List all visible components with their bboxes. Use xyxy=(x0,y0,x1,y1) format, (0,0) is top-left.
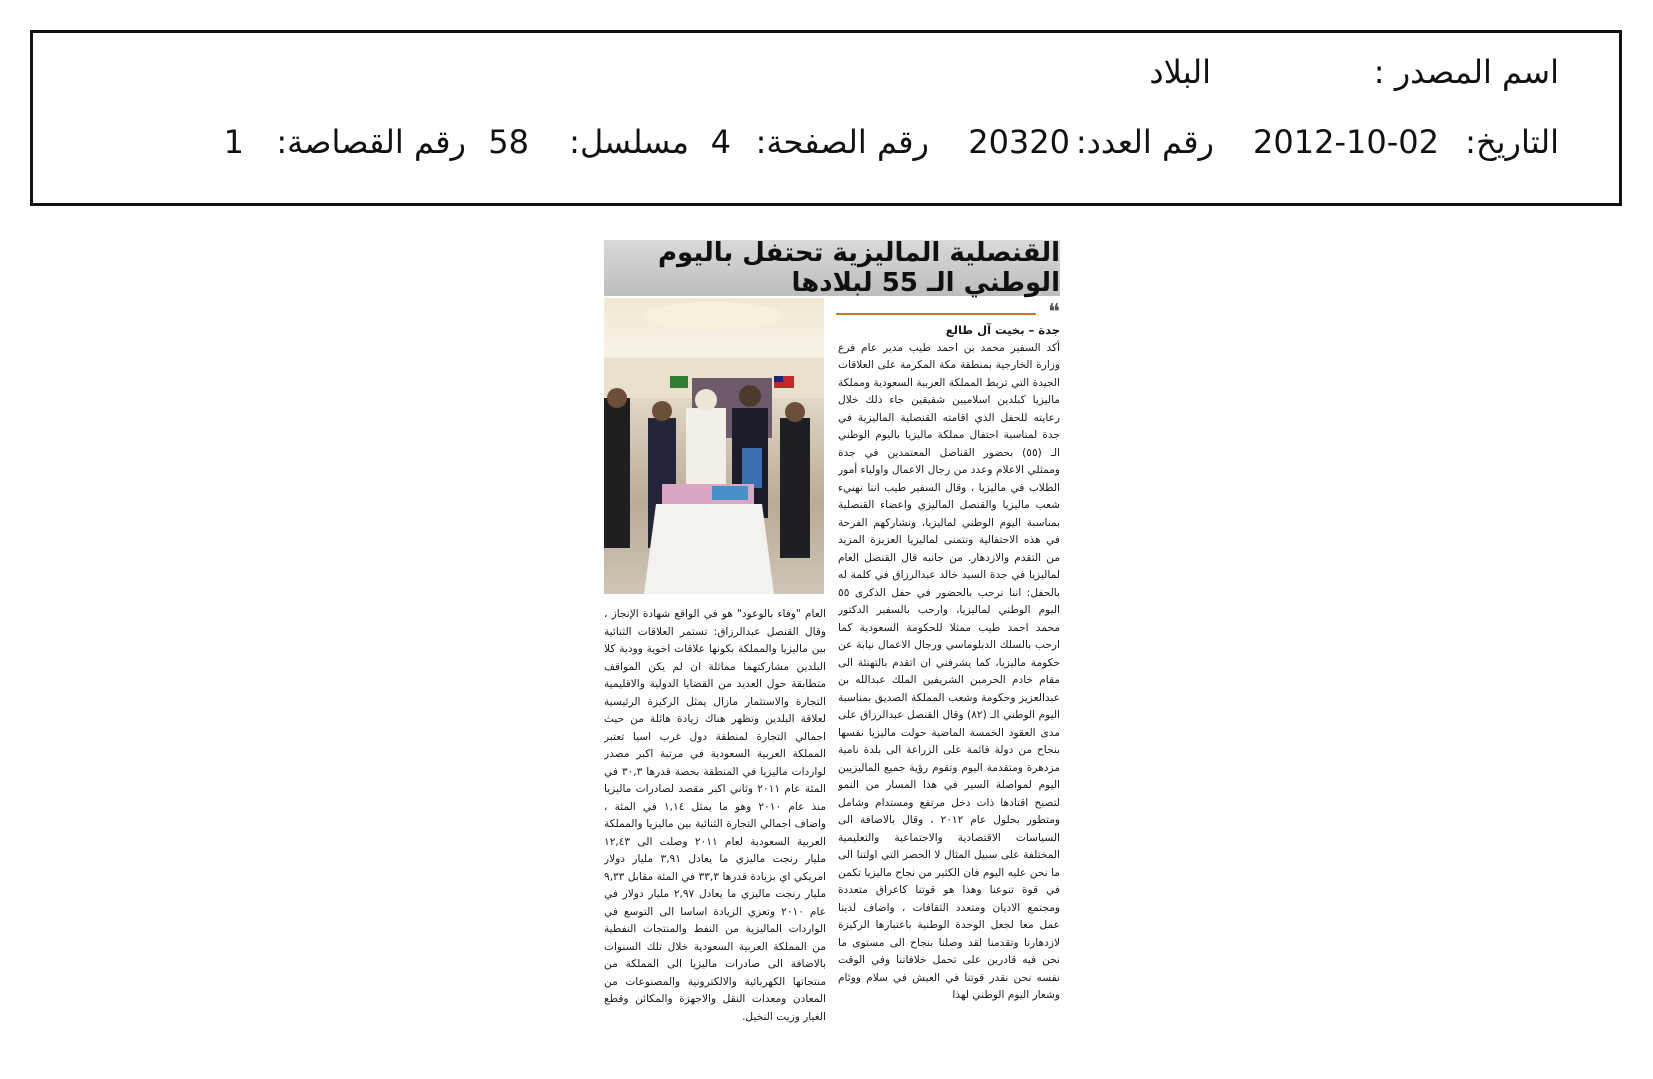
ceremony-photo xyxy=(604,298,824,594)
newspaper-clipping xyxy=(604,240,1060,1050)
serial-label: مسلسل: xyxy=(569,123,689,161)
quote-icon: ❝ xyxy=(1048,300,1060,325)
date-label: التاريخ: xyxy=(1465,123,1559,161)
date-value: 2012-10-02 xyxy=(1253,123,1439,161)
page-value: 4 xyxy=(710,123,731,161)
issue-label: رقم العدد: xyxy=(1075,123,1214,161)
person-silhouette xyxy=(604,398,630,548)
chandelier-glow xyxy=(644,302,784,330)
cake-table xyxy=(644,504,774,594)
article-byline: جدة – بخيت آل طالع xyxy=(945,323,1060,337)
source-label: اسم المصدر : xyxy=(1373,53,1559,91)
article-headline: القنصلية الماليزية تحتفل باليوم الوطني الـ 55 لبلادها xyxy=(604,240,1060,296)
person-silhouette xyxy=(780,418,810,558)
issue-value: 20320 xyxy=(968,123,1070,161)
source-info-box xyxy=(30,30,1622,206)
article-body-left: العام "وفاء بالوعود" هو في الواقع شهادة الإنجاز ، وقال القنصل عبدالرزاق: تستمر العلاقات الثنائية بين ماليزيا والمملكة بكونها علاقات اخوية وودية كلا البلدين مشاركتهما مماثلة ان لم يكن المواقف متطابقة حول العديد من القضايا الدولية والاقليمية التجارة والاستثمار مازال يمثل الركيزة الرئيسية لعلاقة البلدين وتظهر هناك زيادة هائلة من حيث اجمالي التجارة لمنطقة دول غرب اسيا تعتبر المملكة العربية السعودية في مرتبة اكبر مصدر لواردات ماليزيا في المنطقة بحصة قدرها ٣٠,٣ في المئة عام ٢٠١١ وثاني اكبر مقصد لصادرات ماليزيا منذ عام ٢٠١٠ وهو ما يمثل ١,١٤ في المئة ، واضاف اجمالي التجارة الثنائية بين ماليزيا والمملكة العربية السعودية لعام ٢٠١١ وصلت الى ١٢,٤٣ مليار رنجت ماليزي ما يعادل ٣,٩١ مليار دولار امريكي اي بزيادة قدرها ٣٣,٣ في المئة مقابل ٩,٣٣ مليار رنجت ماليزي ما يعادل ٢,٩٧ مليار دولار في عام ٢٠١٠ وتعزي الزيادة اساسا الى التوسع في الواردات الماليزية من النفط والمنتجات النفطية من المملكة العربية السعودية خلال تلك السنوات بالاضافة الى صادرات ماليزيا الى المملكة من منتجاتها الكهربائية والالكترونية والمصنوعات من المعادن ومعدات النقل والاجهزة والمكائن وقطع الغيار وزيت النخيل. xyxy=(604,608,826,1023)
source-value: البلاد xyxy=(1149,53,1211,91)
clip-label: رقم القصاصة: xyxy=(276,123,466,161)
article-column-left xyxy=(604,606,826,1050)
page-label: رقم الصفحة: xyxy=(755,123,929,161)
decorative-rule xyxy=(836,313,1036,315)
article-column-right xyxy=(838,322,1060,1050)
saudi-flag-icon xyxy=(670,376,688,388)
serial-value: 58 xyxy=(488,123,529,161)
clip-value: 1 xyxy=(223,123,244,161)
article-body-right: أكد السفير محمد بن احمد طيب مدير عام فرع وزارة الخارجية بمنطقة مكة المكرمة على العلاقات الجيدة التي تربط المملكة العربية السعودية ومملكة ماليزيا كبلدين اسلاميين شقيقين جاء ذلك خلال رعايته للحفل الذي اقامته القنصلية الماليزية في جدة لمناسبة احتفال مملكة ماليزيا باليوم الوطني الـ (٥٥) بحضور القناصل المعتمدين في جدة وممثلي الاعلام وعدد من رجال الاعمال واولياء أمور الطلاب في ماليزيا ، وقال السفير طيب اننا نهنيء شعب ماليزيا والقنصل الماليزي واعضاء القنصلية بمناسبة اليوم الوطني لماليزيا، ونشاركهم الفرحة في هذه الاحتفالية ونتمنى لماليزيا العزيزة المزيد من التقدم والازدهار. من جانبه قال القنصل العام لماليزيا في جدة السيد خالد عبدالرزاق في كلمة له بالحفل: اننا نرحب بالحضور في حفل الذكرى ٥٥ اليوم الوطني لماليزيا، وارحب بالسفير الدكتور محمد احمد طيب ممثلا للحكومة السعودية كما ارحب بالسلك الدبلوماسي ورجال الاعمال نيابة عن حكومة ماليزيا، كما يشرفني ان اتقدم بالتهنئة الى مقام خادم الحرمين الشريفين الملك عبدالله بن عبدالعزيز وحكومة وشعب المملكة الصديق بمناسبة اليوم الوطني الـ (٨٢) وقال القنصل عبدالرزاق على مدى العقود الخمسة الماضية حولت ماليزيا نفسها بنجاح من دولة قائمة على الزراعة الى بلدة نامية مزدهرة ومتقدمة اليوم وتقوم رؤية جميع الماليزيين اليوم لمواصلة السير في هذا المسار من النمو لتصبح اقتادها ذات دخل مرتفع ومستدام وشامل ومتطور بحلول عام ٢٠١٢ ، وقال بالاضافة الى السياسات الاقتصادية والاجتماعية والتعليمية المختلفة على سبيل المثال لا الحصر التي اولتنا الى ما نحن عليه اليوم فان الكثير من نجاح ماليزيا تكمن في قوة تنوعنا وهذا هو قوتنا كاعراق متعددة ومجتمع الاديان ومتعدد الثقافات ، واضاف لدينا عمل معا لجعل الوحدة الوطنية باعتبارها الركيزة لازدهارنا وتقدمنا لقد وصلنا بنجاح الى مستوى ما نحن فيه قادرين على تحمل خلافاتنا وفي الوقت نفسه نحن نقدر قوتنا في العيش في سلام ووئام وشعار اليوم الوطني لهذا xyxy=(838,341,1060,1001)
ceremony-photo-illustration xyxy=(604,298,824,594)
